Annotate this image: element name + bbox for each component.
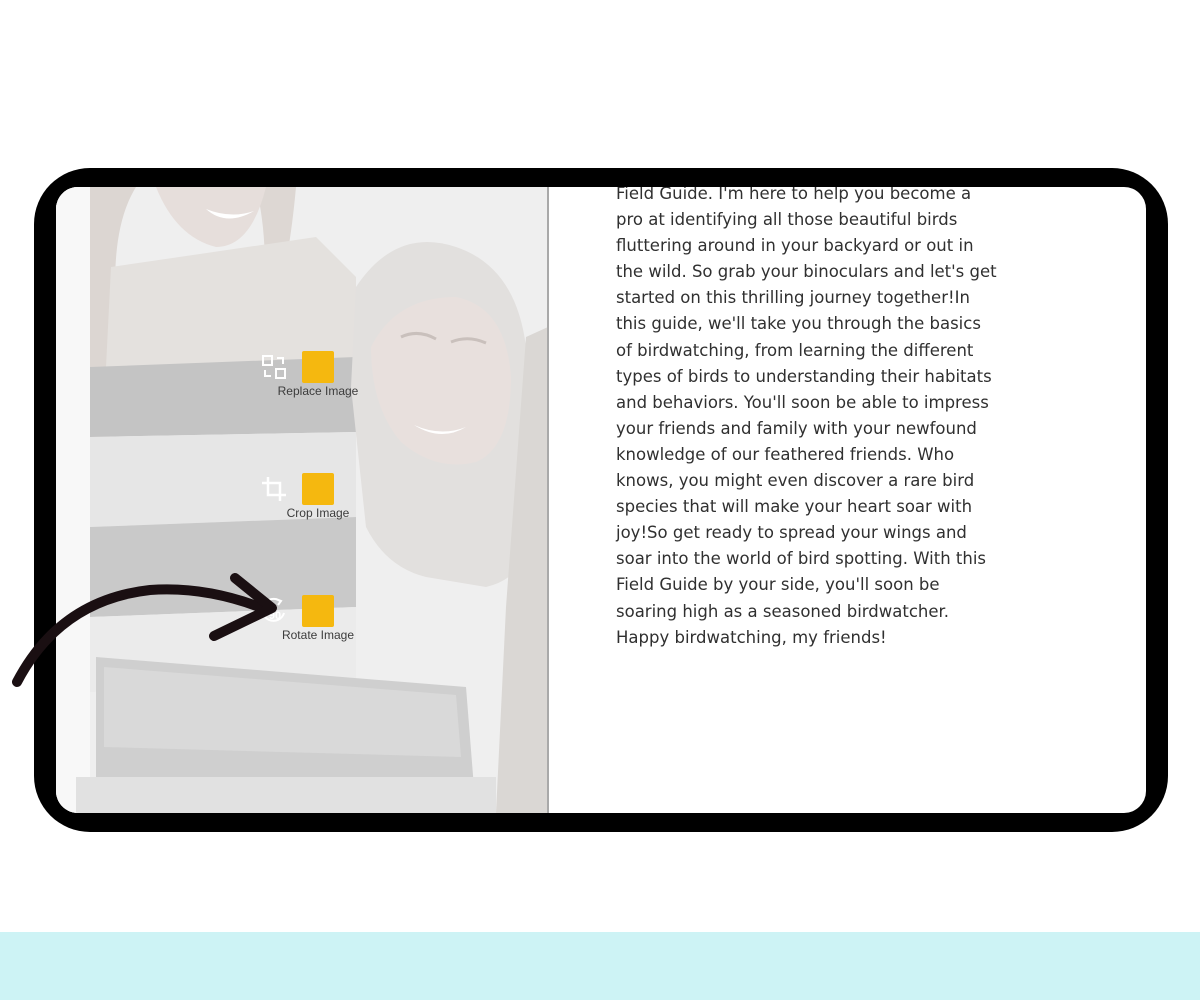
text-line: of birdwatching, from learning the different bbox=[616, 340, 974, 360]
crop-image-label: Crop Image bbox=[286, 506, 350, 520]
text-line: your friends and family with your newfound bbox=[616, 418, 977, 438]
replace-image-icon bbox=[302, 351, 334, 383]
text-line: and behaviors. You'll soon be able to impress bbox=[616, 392, 989, 412]
rotate-badge: 90 bbox=[268, 610, 282, 622]
guide-text bbox=[616, 187, 1086, 651]
rotate-90-icon bbox=[268, 595, 334, 627]
text-line: joy!So get ready to spread your wings and bbox=[616, 523, 967, 543]
image-panel[interactable] bbox=[56, 187, 548, 813]
rotate-image-label: Rotate Image bbox=[281, 628, 355, 642]
text-line: knowledge of our feathered friends. Who bbox=[616, 444, 955, 464]
curved-arrow-icon bbox=[0, 560, 290, 700]
text-line: types of birds to understanding their habitats bbox=[616, 366, 992, 386]
text-line: species that will make your heart soar with bbox=[616, 497, 973, 517]
text-line: Field Guide by your side, you'll soon be bbox=[616, 575, 940, 595]
panel-divider bbox=[547, 187, 549, 813]
crop-icon bbox=[302, 473, 334, 505]
text-line: soaring high as a seasoned birdwatcher. bbox=[616, 601, 950, 621]
text-line: fluttering around in your backyard or out in bbox=[616, 236, 974, 256]
text-line: Happy birdwatching, my friends! bbox=[616, 627, 887, 647]
text-line: the wild. So grab your binoculars and let's get bbox=[616, 262, 997, 282]
text-line: knows, you might even discover a rare bird bbox=[616, 471, 975, 491]
text-line: Field Guide. I'm here to help you become a bbox=[616, 187, 972, 203]
screen bbox=[56, 187, 1146, 813]
text-line: this guide, we'll take you through the basics bbox=[616, 314, 981, 334]
text-line: soar into the world of bird spotting. With this bbox=[616, 549, 987, 569]
crop-image-button[interactable] bbox=[258, 473, 378, 520]
text-line: pro at identifying all those beautiful birds bbox=[616, 210, 958, 230]
replace-image-button[interactable] bbox=[258, 351, 378, 398]
replace-image-label: Replace Image bbox=[277, 384, 359, 398]
text-line: started on this thrilling journey together!In bbox=[616, 288, 970, 308]
bottom-color-band bbox=[0, 932, 1200, 1000]
device-frame bbox=[34, 168, 1168, 832]
